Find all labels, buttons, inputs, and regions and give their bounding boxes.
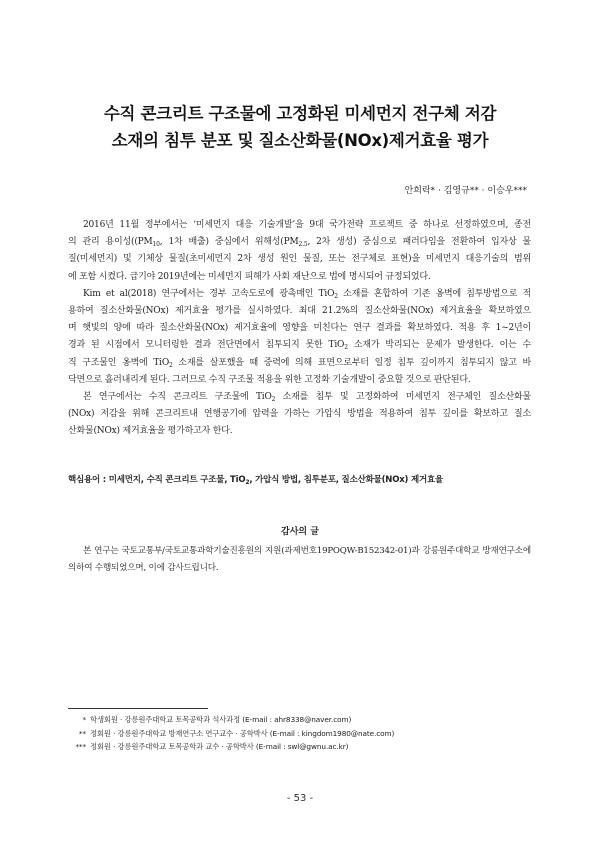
body-line: 2016년 11월 정부에서는 ‘미세먼지 대응 기술개발’을 9대 국가전략 프로젝트 중 하나로 선정하였으며, 종전 — [83, 220, 531, 230]
acknowledgement-body — [68, 543, 531, 577]
body-line: Kim et al(2018) 연구에서는 경부 고속도로에 광촉매인 TiO$_2$ 소재를 혼합하여 기존 옹벽에 침투방법으로 적 — [83, 288, 531, 300]
body-line: 닥면으로 흘러내리게 된다. 그러므로 수직 구조물 적용을 위한 고정화 기술개발이 중요할 것으로 판단된다. — [68, 374, 471, 385]
footnote-item: ** 정회원 · 강릉원주대학교 방재연구소 연구교수 · 공학박사 (E-mail : kingdom1980@nate.com) — [78, 728, 395, 738]
ack-line: 본 연구는 국토교통부/국토교통과학기술진흥원의 지원(과제번호19POQW-B152342-01)과 강릉원주대학교 방재연구소에 — [83, 546, 531, 556]
footnote-divider — [68, 708, 208, 709]
footnote-item: *** 정회원 · 강릉원주대학교 토목공학과 교수 · 공학박사 (E-mail : swl@gwnu.ac.kr) — [75, 742, 349, 751]
body-line: 에 포함 시켰다. 급기야 2019년에는 미세먼지 피해가 사회 재난으로 법에 명시되어 규정되었다. — [68, 271, 431, 282]
abstract-body — [68, 217, 531, 440]
footnote-item: * 학생회원 · 강릉원주대학교 토목공학과 석사과정 (E-mail : ahr8338@naver.com) — [82, 715, 352, 724]
body-line: 산화물(NOx) 제거효율을 평가하고자 한다. — [68, 426, 233, 437]
body-line: (NOx) 저감을 위해 콘크리트내 연행공기에 압력을 가하는 가압식 방법을 적용하여 침투 깊이를 확보하고 질소 — [68, 409, 531, 420]
page-number: - 53 - — [286, 793, 314, 804]
paper-title — [60, 100, 540, 154]
author-list: 안희락* · 김영규** · 이승우*** — [404, 186, 527, 196]
body-line: 용하여 질소산화물(NOx) 제거효율 평가를 실시하였다. 최대 21.2%의 질소산화물(NOx) 제거효율을 확보하였으 — [68, 305, 531, 316]
body-line: 의 관리 용이성(($PM_{10}$, 1차 배출) 중심에서 위해성($PM_{2.5}$, 2차 생성) 중심으로 패러다임을 전환하여 입자상 물 — [68, 237, 531, 249]
body-line: 직 구조물인 옹벽에 TiO$_2$ 소재를 살포했을 때 중력에 의해 표면으로부터 일정 침투 깊이까지 침투되지 않고 바 — [68, 357, 531, 369]
body-line: 며 햇빛의 양에 따라 질소산화물(NOx) 제거효율에 영향을 미친다는 연구 결과를 확보하였다. 적용 후 1~2년이 — [68, 323, 531, 334]
footnotes — [62, 713, 394, 754]
body-line: 경과 된 시점에서 모니터링한 결과 전단면에서 침투되지 못한 TiO$_2$ 소재가 박리되는 문제가 발생한다. 이는 수 — [68, 340, 531, 352]
ack-line: 의하여 수행되었으며, 이에 감사드립니다. — [68, 563, 219, 574]
keywords: 핵심용어 : 미세먼지, 수직 콘크리트 구조물, TiO$_2$, 가압식 방법, 침투분포, 질소산화물(NOx) 제거효율 — [68, 475, 444, 486]
keywords-label: 핵심용어 : — [68, 475, 109, 485]
body-line: 질(미세먼지) 및 기체상 물질(초미세먼지 2차 생성 원인 물질, 또는 전구체로 표현)을 미세먼지 대응기술의 범위 — [68, 254, 531, 265]
acknowledgement-heading: 감사의 글 — [281, 527, 319, 537]
body-line: 본 연구에서는 수직 콘크리트 구조물에 TiO$_2$ 소재를 침투 및 고정화하여 미세먼지 전구체인 질소산화물 — [83, 391, 531, 403]
title-line-2: 소재의 침투 분포 및 질소산화물(NOx)제거효율 평가 — [111, 131, 489, 150]
title-line-1: 수직 콘크리트 구조물에 고정화된 미세먼지 전구체 저감 — [103, 104, 497, 123]
